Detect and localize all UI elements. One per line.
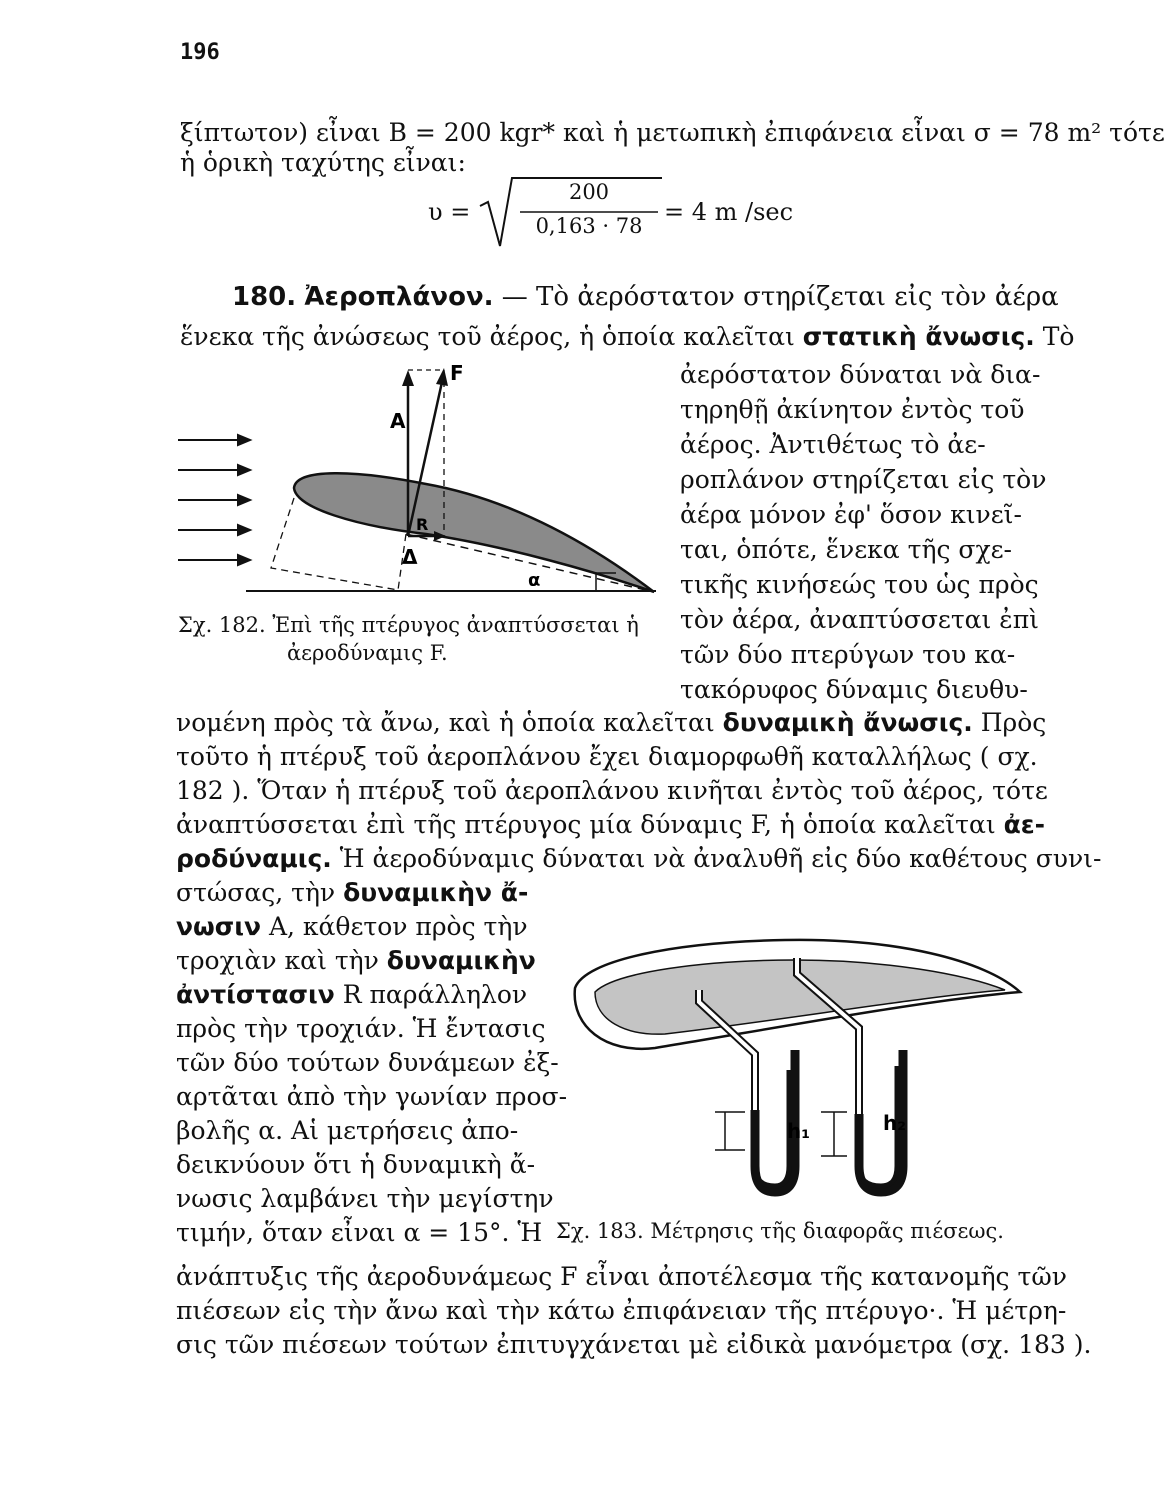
section-line-2-end: Τὸ: [1042, 322, 1075, 351]
closing-line-2: πιέσεων εἰς τὴν ἄνω καὶ τὴν κάτω ἐπιφάνειαν τῆς πτέρυγο·. Ἡ μέτρη-: [176, 1296, 1067, 1325]
body-line-3: 182 ). Ὅταν ἡ πτέρυξ τοῦ ἀεροπλάνου κινῆται ἐντὸς τοῦ ἀέρος, τότε: [176, 776, 1048, 805]
section-heading-line: [232, 282, 1059, 312]
intro-line-1: ξίπτωτον) εἶναι Β = 200 kgr* καὶ ἡ μετωπικὴ ἐπιφάνεια εἶναι σ = 78 m² τότε: [180, 118, 1165, 147]
right-column-line: τὸν ἀέρα, ἀναπτύσσεται ἐπὶ: [680, 605, 1039, 634]
closing-line-3: σις τῶν πιέσεων τούτων ἐπιτυγχάνεται μὲ εἰδικὰ μανόμετρα (σχ. 183 ).: [176, 1330, 1092, 1359]
formula-numerator: 200: [568, 180, 610, 204]
right-column-line: ἀέρα μόνον ἐφ' ὅσον κινεῖ-: [680, 500, 1022, 529]
body-line-1-end: Πρὸς: [980, 708, 1047, 737]
figure-183-manometer-diagram: [565, 930, 1025, 1212]
label-delta: Δ: [402, 545, 418, 569]
body-line-4-text: ἀναπτύσσεται ἐπὶ τῆς πτέρυγος μία δύναμις F, ἡ ὁποία καλεῖται: [176, 810, 996, 839]
term-dynamic-lift: δυναμικὴ ἄνωσις.: [722, 708, 973, 737]
section-first-line: — Τὸ ἀερόστατον στηρίζεται εἰς τὸν ἀέρα: [501, 282, 1059, 312]
left-col-bold: δυναμικὴν ἄ-: [343, 878, 529, 907]
term-aerodynamic-end: ροδύναμις.: [176, 844, 332, 873]
right-column-line: τικῆς κινήσεώς του ὡς πρὸς: [680, 570, 1039, 599]
body-line-5: [176, 844, 1101, 874]
label-h1: h₁: [787, 1119, 810, 1143]
formula-denominator: 0,163 · 78: [535, 214, 643, 238]
airflow-arrows: [178, 435, 250, 565]
left-column-line: δεικνύουν ὅτι ἡ δυναμικὴ ἄ-: [176, 1150, 536, 1179]
figure-182-caption-line-1: Σχ. 182. Ἐπὶ τῆς πτέρυγος ἀναπτύσσεται ἡ: [178, 613, 639, 637]
section-line-2: [180, 322, 1074, 352]
section-title: Ἀεροπλάνον.: [304, 282, 494, 312]
left-column-line: βολῆς α. Αἱ μετρήσεις ἀπο-: [176, 1116, 519, 1145]
page-number: 196: [180, 40, 220, 65]
left-column-line: νωσις λαμβάνει τὴν μεγίστην: [176, 1184, 554, 1213]
section-number: 180.: [232, 282, 297, 312]
left-col-text: R παράλληλον: [334, 980, 528, 1009]
left-column-line: [176, 946, 536, 976]
label-A: A: [390, 409, 406, 433]
left-col-text: τροχιὰν καὶ τὴν: [176, 946, 387, 975]
right-column-line: ροπλάνον στηρίζεται εἰς τὸν: [680, 465, 1047, 494]
wing-profile: [294, 473, 654, 592]
label-R: R: [416, 515, 429, 534]
right-column-line: τακόρυφος δύναμις διευθυ-: [680, 675, 1028, 704]
right-column-line: ἀερόστατον δύναται νὰ δια-: [680, 360, 1041, 389]
left-column-line: [176, 912, 528, 942]
term-static-lift: στατικὴ ἄνωσις.: [802, 322, 1035, 351]
right-column-line: ἀέρος. Ἀντιθέτως τὸ ἀε-: [680, 430, 986, 459]
right-column-line: ται, ὁπότε, ἕνεκα τῆς σχε-: [680, 535, 1013, 564]
figure-182-wing-diagram: [176, 358, 672, 608]
term-aerodynamic-start: ἀε-: [1003, 810, 1046, 839]
left-col-text: στώσας, τὴν: [176, 878, 344, 907]
left-column-line: τιμήν, ὅταν εἶναι α = 15°. Ἡ: [176, 1218, 543, 1247]
figure-183-caption: Σχ. 183. Μέτρησις τῆς διαφορᾶς πιέσεως.: [556, 1219, 1004, 1243]
figure-182-caption-line-2: ἀεροδύναμις F.: [287, 641, 448, 665]
closing-line-1: ἀνάπτυξις τῆς ἀεροδυνάμεως F εἶναι ἀποτέλεσμα τῆς κατανομῆς τῶν: [176, 1262, 1067, 1291]
left-column-line: πρὸς τὴν τροχιάν. Ἡ ἔντασις: [176, 1014, 546, 1043]
formula-rhs: = 4 m /sec: [664, 198, 794, 226]
left-col-text: Α, κάθετον πρὸς τὴν: [261, 912, 528, 941]
formula-lhs: υ =: [428, 198, 471, 226]
left-col-bold: νωσιν: [176, 912, 261, 941]
label-alpha: α: [528, 570, 541, 591]
intro-line-2: ἡ ὁρικὴ ταχύτης εἶναι:: [180, 148, 466, 177]
left-column-line: [176, 878, 528, 908]
right-column-line: τηρηθῇ ἀκίνητον ἐντὸς τοῦ: [680, 395, 1025, 424]
left-column-line: τῶν δύο τούτων δυνάμεων ἐξ-: [176, 1048, 559, 1077]
right-column-line: τῶν δύο πτερύγων του κα-: [680, 640, 1016, 669]
left-column-line: [176, 980, 527, 1010]
left-column-line: αρτᾶται ἀπὸ τὴν γωνίαν προσ-: [176, 1082, 568, 1111]
body-line-1: [176, 708, 1046, 738]
body-line-4: [176, 810, 1045, 840]
section-line-2-text: ἕνεκα τῆς ἀνώσεως τοῦ ἀέρος, ἡ ὁποία καλεῖται: [180, 322, 795, 351]
body-line-2: τοῦτο ἡ πτέρυξ τοῦ ἀεροπλάνου ἔχει διαμορφωθῆ καταλλήλως ( σχ.: [176, 742, 1038, 771]
left-col-bold: ἀντίστασιν: [176, 980, 335, 1009]
body-line-1-text: νομένη πρὸς τὰ ἄνω, καὶ ἡ ὁποία καλεῖται: [176, 708, 715, 737]
body-line-5-text: Ἡ ἀεροδύναμις δύναται νὰ ἀναλυθῆ εἰς δύο καθέτους συνι-: [339, 844, 1102, 873]
label-F: F: [450, 361, 464, 385]
label-h2: h₂: [883, 1111, 906, 1135]
left-col-bold: δυναμικὴν: [386, 946, 536, 975]
